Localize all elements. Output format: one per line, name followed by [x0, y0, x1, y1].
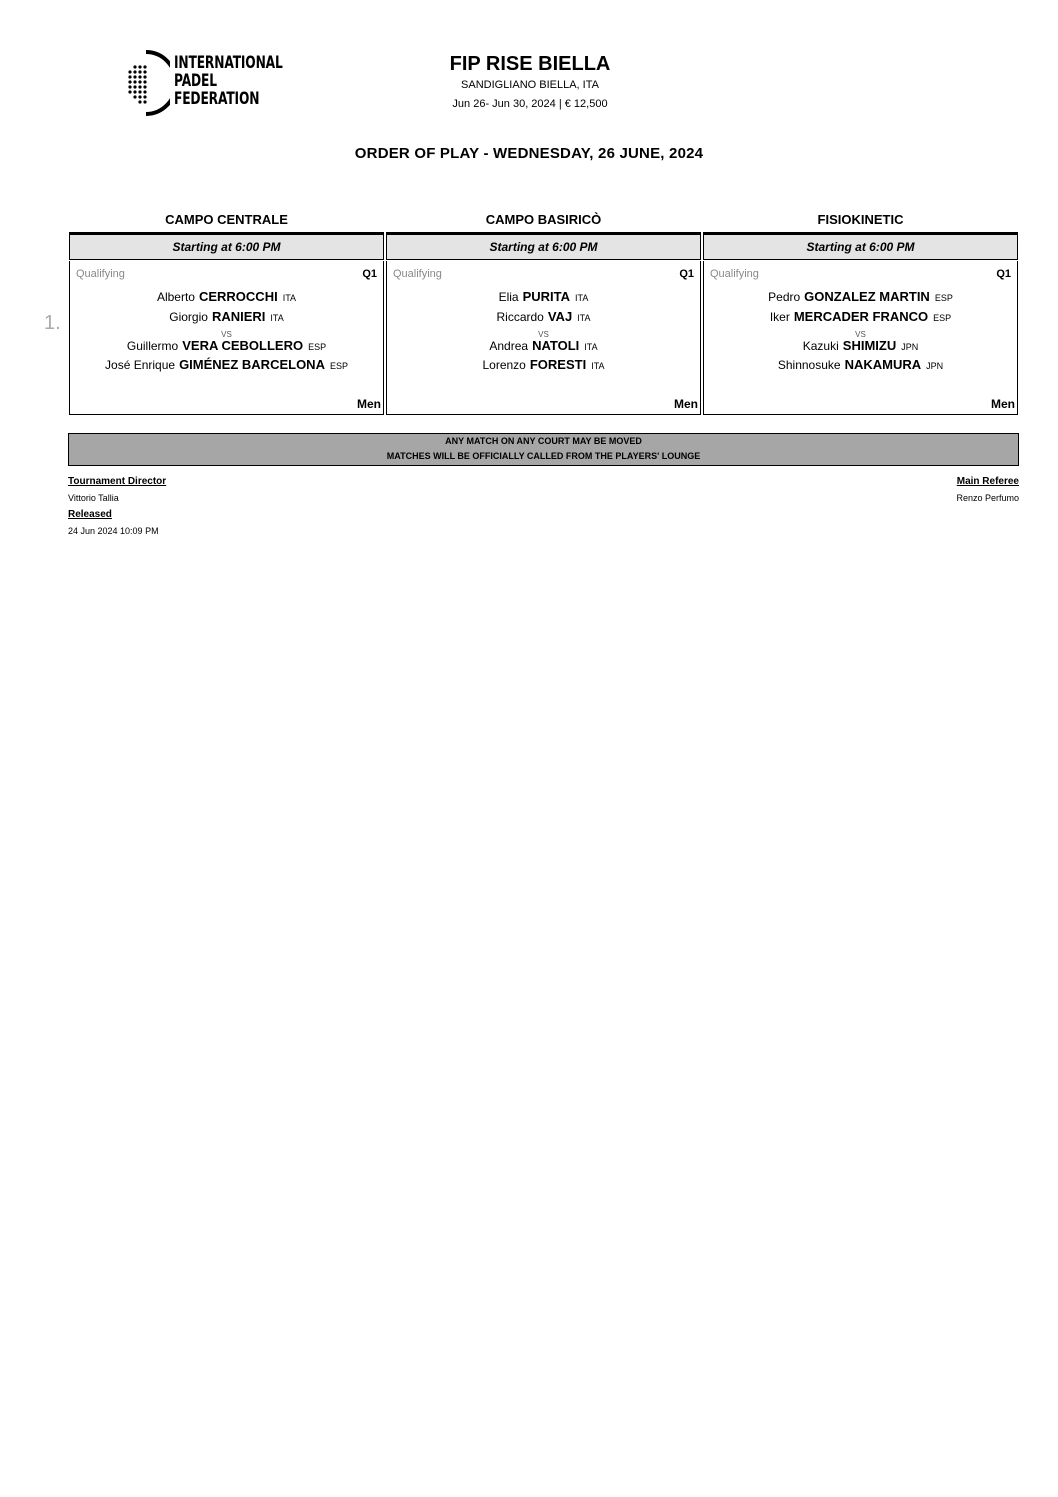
player-last-name: VERA CEBOLLERO	[182, 338, 304, 353]
player-country: ESP	[934, 293, 953, 303]
match-order-number: 1.	[44, 312, 61, 334]
released-timestamp: 24 Jun 2024 10:09 PM	[68, 526, 159, 536]
versus-label: VS	[221, 330, 232, 339]
match-card	[386, 261, 701, 415]
player-last-name: NATOLI	[532, 338, 580, 353]
player-last-name: CERROCCHI	[198, 289, 278, 304]
court-name: CAMPO BASIRICÒ	[485, 212, 602, 227]
player-country: ITA	[584, 342, 598, 352]
player-last-name: RANIERI	[211, 309, 266, 324]
logo-line: PADEL	[174, 71, 217, 91]
match-card	[703, 261, 1018, 415]
player-row	[387, 339, 700, 354]
match-gender: Men	[357, 397, 381, 411]
player-first-name: Alberto	[156, 290, 195, 304]
main-referee-label: Main Referee	[956, 476, 1019, 487]
player-row	[387, 290, 700, 305]
player-row	[387, 310, 700, 325]
player-country: ITA	[575, 293, 589, 303]
event-header	[330, 52, 730, 111]
start-time: Starting at 6:00 PM	[703, 232, 1018, 260]
player-country: JPN	[901, 342, 919, 352]
player-country: ITA	[577, 313, 591, 323]
notice-line: ANY MATCH ON ANY COURT MAY BE MOVED	[445, 436, 642, 446]
notice-banner	[68, 433, 1019, 466]
start-time: Starting at 6:00 PM	[386, 232, 701, 260]
player-first-name: Elia	[498, 290, 519, 304]
player-first-name: Iker	[769, 310, 790, 324]
court-column	[68, 210, 385, 415]
courts-grid	[68, 210, 1019, 415]
player-first-name: Guillermo	[126, 339, 179, 353]
court-column	[702, 210, 1019, 415]
player-row	[704, 290, 1017, 305]
match-gender: Men	[674, 397, 698, 411]
start-time: Starting at 6:00 PM	[69, 232, 384, 260]
player-last-name: FORESTI	[529, 357, 587, 372]
main-referee-name: Renzo Perfumo	[956, 493, 1019, 503]
player-last-name: SHIMIZU	[842, 338, 897, 353]
player-first-name: Shinnosuke	[777, 358, 841, 372]
court-name: CAMPO CENTRALE	[165, 212, 288, 227]
logo-line: FEDERATION	[174, 89, 260, 109]
logo-wordmark	[174, 54, 283, 108]
player-row	[70, 339, 383, 354]
player-last-name: NAKAMURA	[844, 357, 922, 372]
player-row	[704, 339, 1017, 354]
player-country: ITA	[591, 361, 605, 371]
player-first-name: Riccardo	[496, 310, 544, 324]
versus-label: VS	[538, 330, 549, 339]
player-first-name: José Enrique	[105, 358, 176, 372]
logo-line: INTERNATIONAL	[174, 53, 283, 73]
match-category: Qualifying	[710, 268, 759, 280]
match-round: Q1	[362, 268, 377, 280]
player-country: ESP	[329, 361, 348, 371]
player-country: JPN	[926, 361, 944, 371]
player-row	[387, 358, 700, 373]
event-dates: Jun 26- Jun 30, 2024 | € 12,500	[452, 98, 608, 110]
player-row	[70, 310, 383, 325]
court-column	[385, 210, 702, 415]
player-country: ITA	[270, 313, 284, 323]
player-row	[70, 358, 383, 373]
player-first-name: Lorenzo	[482, 358, 526, 372]
player-country: ESP	[308, 342, 327, 352]
versus-label: VS	[855, 330, 866, 339]
player-country: ESP	[933, 313, 952, 323]
event-location: SANDIGLIANO BIELLA, ITA	[461, 79, 599, 91]
match-gender: Men	[991, 397, 1015, 411]
player-last-name: VAJ	[547, 309, 573, 324]
player-last-name: MERCADER FRANCO	[793, 309, 929, 324]
player-row	[704, 358, 1017, 373]
match-round: Q1	[679, 268, 694, 280]
player-first-name: Giorgio	[169, 310, 208, 324]
event-title: FIP RISE BIELLA	[449, 53, 611, 75]
player-first-name: Kazuki	[802, 339, 839, 353]
player-row	[704, 310, 1017, 325]
match-category: Qualifying	[393, 268, 442, 280]
player-country: ITA	[282, 293, 297, 303]
player-row	[70, 290, 383, 305]
notice-line: MATCHES WILL BE OFFICIALLY CALLED FROM THE PLAYERS' LOUNGE	[386, 451, 701, 461]
player-last-name: GONZALEZ MARTIN	[804, 289, 930, 304]
tournament-director-name: Vittorio Tallia	[68, 493, 119, 503]
match-category: Qualifying	[76, 268, 125, 280]
player-first-name: Pedro	[768, 290, 801, 304]
tournament-director-label: Tournament Director	[68, 476, 167, 487]
released-label: Released	[68, 509, 112, 520]
order-of-play-title: ORDER OF PLAY - WEDNESDAY, 26 JUNE, 2024	[354, 145, 704, 162]
padel-ball-logo-icon	[118, 50, 170, 116]
player-last-name: GIMÉNEZ BARCELONA	[179, 357, 325, 372]
federation-logo	[118, 50, 288, 116]
player-first-name: Andrea	[489, 339, 529, 353]
player-last-name: PURITA	[522, 289, 571, 304]
match-card	[69, 261, 384, 415]
court-name: FISIOKINETIC	[817, 212, 904, 227]
match-round: Q1	[996, 268, 1011, 280]
